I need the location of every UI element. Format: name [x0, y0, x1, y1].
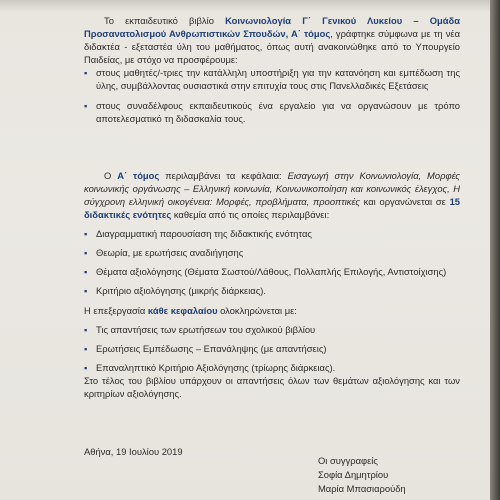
processing-lead [84, 304, 460, 317]
chapters-mid: και οργανώνεται σε [359, 195, 450, 207]
diamond-bullet-icon: ▪ [84, 285, 88, 297]
book-title: Κοινωνιολογία Γ΄ Γενικού Λυκείου – Ομάδα Προσανατολισμού Ανθρωπιστικών Σπουδών, Α΄ τόμος [84, 15, 460, 40]
intro-text-a: Το εκπαιδευτικό βιβλίο [104, 15, 226, 26]
intro-paragraph [84, 14, 460, 66]
list-item [84, 246, 460, 259]
volume-label: Α΄ τόμος [117, 169, 160, 181]
signature-block [318, 454, 406, 496]
diamond-bullet-icon: ▪ [84, 67, 88, 79]
closing-paragraph: Στο τέλος του βιβλίου υπάρχουν οι απαντήσεις όλων των θεμάτων αξιολόγησης και των κριτηρίων αξιολόγησης. [84, 374, 460, 399]
bullet-text: Τις απαντήσεις των ερωτήσεων του σχολικού βιβλίου [96, 323, 316, 335]
diamond-bullet-icon: ▪ [84, 99, 88, 111]
bullet-text: Ερωτήσεις Εμπέδωσης – Επανάληψης (με απαντήσεις) [96, 342, 327, 354]
diamond-bullet-icon: ▪ [84, 361, 88, 373]
date-line: Αθήνα, 19 Ιουλίου 2019 [84, 446, 183, 457]
list-item [84, 227, 460, 240]
processing-lead-c: ολοκληρώνεται με: [217, 304, 297, 316]
chapter-list: Εισαγωγή στην Κοινωνιολογία, Μορφές κοινωνικής οργάνωσης – Ελληνική κοινωνία, Κοινωνικοποίηση και κοινωνικός έλεγχος, Η σύγχρονη ελληνική οικογένεια: Μορφές, προβλήματα, προοπτικές [84, 169, 460, 207]
list-item [84, 361, 460, 374]
list-item [84, 99, 460, 125]
diamond-bullet-icon: ▪ [84, 342, 88, 354]
diamond-bullet-icon: ▪ [84, 228, 88, 240]
bullet-text: στους μαθητές/-τριες την κατάλληλη υποστήριξη για την κατανόηση και εμπέδωση της ύλης, συμβάλλοντας ουσιαστικά στην επιτυχία τους στις Πανελλαδικές Εξετάσεις [96, 67, 460, 92]
chapters-paragraph [84, 169, 460, 221]
preface-text [84, 14, 460, 400]
page-top-shadow [0, 0, 490, 12]
each-chapter: κάθε κεφαλαίου [147, 304, 218, 316]
list-item [84, 342, 460, 355]
list-item [84, 284, 460, 297]
processing-lead-a: Η επεξεργασία [84, 304, 148, 316]
units-count: 15 διδακτικές ενότητες [84, 195, 460, 221]
diamond-bullet-icon: ▪ [84, 247, 88, 259]
intro-text-b: , γράφτηκε σύμφωνα με τη νέα διδακτέα - εξεταστέα ύλη του μαθήματος, όπως αυτή ανακοινώθηκε από το Υπουργείο Παιδείας, με στόχο να προσφέρουμε: [84, 28, 461, 66]
processing-bullets [84, 323, 460, 374]
diamond-bullet-icon: ▪ [84, 323, 88, 335]
intro-bullets [84, 66, 460, 124]
bullet-text: Επαναληπτικό Κριτήριο Αξιολόγησης (τρίωρης διάρκειας). [96, 361, 336, 373]
bullet-text: Θεωρία, με ερωτήσεις αναδιήγησης [96, 247, 244, 259]
bullet-text: Κριτήριο αξιολόγησης (μικρής διάρκειας). [96, 285, 266, 297]
chapters-bullets [84, 227, 460, 297]
bullet-text: Διαγραμματική παρουσίαση της διδακτικής ενότητας [96, 228, 312, 240]
diamond-bullet-icon: ▪ [84, 266, 88, 278]
author-name: Μαρία Μπασιαρούδη [318, 483, 406, 494]
chapters-lead-b: περιλαμβάνει τα κεφάλαια: [159, 169, 288, 181]
list-item [84, 66, 460, 92]
bullet-text: στους συναδέλφους εκπαιδευτικούς ένα εργαλείο για να οργανώσουν με τρόπο αποτελεσματικό τη διδασκαλία τους. [96, 99, 460, 124]
chapters-tail: καθεμία από τις οποίες περιλαμβάνει: [171, 209, 330, 221]
list-item [84, 323, 460, 336]
chapters-lead-a: Ο [104, 169, 118, 181]
list-item [84, 265, 460, 278]
author-name: Σοφία Δημητρίου [318, 469, 389, 480]
page-edge [490, 0, 500, 500]
bullet-text: Θέματα αξιολόγησης (Θέματα Σωστού/Λάθους, Πολλαπλής Επιλογής, Αντιστοίχισης) [96, 266, 447, 278]
signature-label: Οι συγγραφείς [318, 455, 378, 466]
